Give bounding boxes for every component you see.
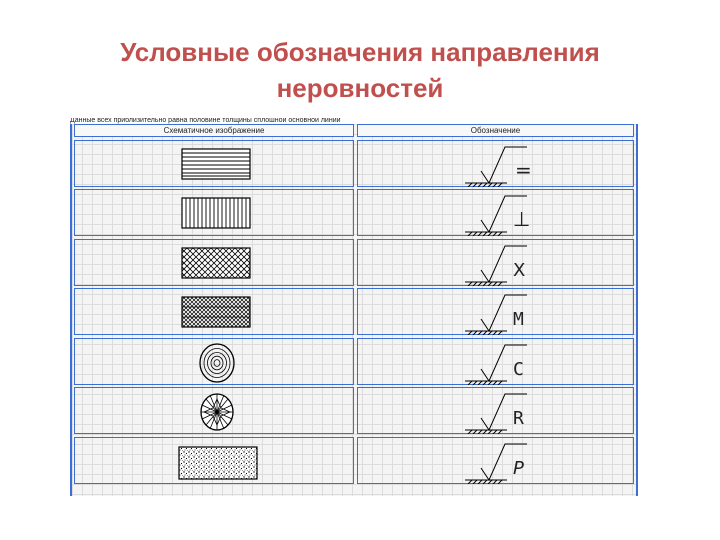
crossed-lines-pattern — [181, 247, 251, 279]
symbol-mark: M — [513, 309, 524, 330]
table-row — [74, 338, 634, 385]
designation-cell — [357, 140, 634, 187]
title-line-2: неровностей — [276, 73, 444, 103]
table-row — [74, 387, 634, 434]
table-row — [74, 189, 634, 236]
symbol-mark: P — [513, 458, 524, 479]
schematic-cell — [74, 387, 354, 434]
header-schematic: Схематичное изображение — [74, 124, 354, 137]
roughness-symbol-circular — [463, 341, 533, 385]
designation-cell — [357, 288, 634, 335]
designation-cell — [357, 239, 634, 286]
symbol-mark: X — [513, 260, 526, 281]
schematic-cell — [74, 338, 354, 385]
radial-pattern — [197, 391, 237, 433]
schematic-cell — [74, 189, 354, 236]
designation-cell — [357, 387, 634, 434]
schematic-cell — [74, 437, 354, 484]
parallel-lines-pattern — [181, 148, 251, 180]
roughness-symbol-point — [463, 440, 533, 484]
symbol-mark: = — [515, 158, 532, 182]
schematic-cell — [74, 239, 354, 286]
table-row — [74, 140, 634, 187]
schematic-cell — [74, 288, 354, 335]
symbol-mark: C — [513, 359, 524, 380]
slide-title — [0, 34, 720, 106]
roughness-symbol-radial — [463, 390, 533, 434]
roughness-symbol-perpendicular — [463, 192, 533, 236]
table-header — [74, 124, 634, 137]
roughness-symbol-multidirectional — [463, 291, 533, 335]
title-line-1: Условные обозначения направления — [120, 37, 600, 67]
perpendicular-lines-pattern — [181, 197, 251, 229]
designation-cell — [357, 437, 634, 484]
designation-cell — [357, 189, 634, 236]
symbol-mark: ⊥ — [513, 207, 531, 231]
point-pattern — [178, 446, 258, 480]
cut-caption: Данные всех приблизительно равна половине толщины сплошной основной линии — [70, 118, 341, 124]
designation-cell — [357, 338, 634, 385]
multidirectional-pattern — [181, 296, 251, 328]
header-designation: Обозначение — [357, 124, 634, 137]
drawing-sheet — [70, 118, 638, 496]
table-row — [74, 288, 634, 335]
schematic-cell — [74, 140, 354, 187]
circular-pattern — [197, 342, 237, 384]
table-row — [74, 437, 634, 484]
table-row — [74, 239, 634, 286]
symbol-mark: R — [513, 408, 524, 429]
roughness-symbol-crossed — [463, 242, 533, 286]
roughness-symbol-parallel — [463, 143, 533, 187]
